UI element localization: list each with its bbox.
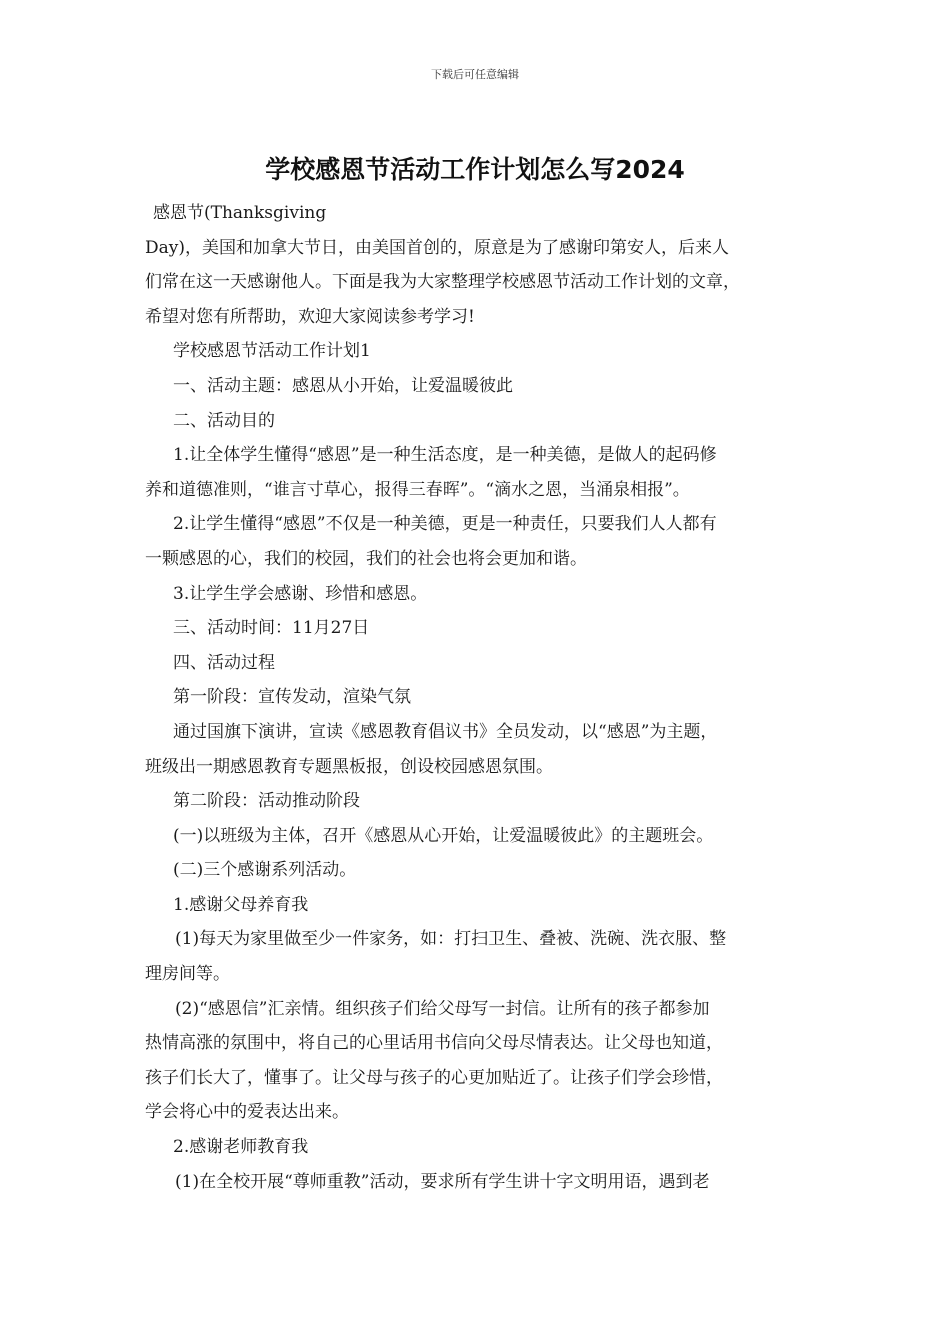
- document-body: [145, 196, 825, 1199]
- paragraph-line: 一颗感恩的心，我们的校园，我们的社会也将会更加和谐。: [145, 548, 587, 569]
- paragraph-line: 希望对您有所帮助，欢迎大家阅读参考学习!: [145, 306, 475, 327]
- paragraph-line: 热情高涨的氛围中，将自己的心里话用书信向父母尽情表达。让父母也知道，: [145, 1033, 723, 1054]
- paragraph-line: 学会将心中的爱表达出来。: [145, 1102, 349, 1123]
- paragraph-line: 2.感谢老师教育我: [173, 1137, 309, 1158]
- paragraph-line: 养和道德准则，“谁言寸草心，报得三春晖”。“滴水之恩，当涌泉相报”。: [145, 479, 690, 500]
- paragraph-line: (2)“感恩信”汇亲情。组织孩子们给父母写一封信。让所有的孩子都参加: [175, 998, 710, 1019]
- paragraph-line: 2.让学生懂得“感恩”不仅是一种美德，更是一种责任，只要我们人人都有: [173, 514, 717, 535]
- paragraph-line: 一、活动主题：感恩从小开始，让爱温暖彼此: [173, 375, 513, 396]
- paragraph-line: (1)每天为家里做至少一件家务，如：打扫卫生、叠被、洗碗、洗衣服、整: [175, 929, 727, 950]
- section-heading: 四、活动过程: [173, 652, 275, 673]
- paragraph-line: 们常在这一天感谢他人。下面是我为大家整理学校感恩节活动工作计划的文章，: [145, 272, 740, 293]
- paragraph-line: 三、活动时间：11月27日: [173, 618, 370, 639]
- paragraph-line: (二)三个感谢系列活动。: [173, 860, 357, 881]
- paragraph-line: 3.让学生学会感谢、珍惜和感恩。: [173, 583, 428, 604]
- paragraph-line: 班级出一期感恩教育专题黑板报，创设校园感恩氛围。: [145, 756, 553, 777]
- document-title: 学校感恩节活动工作计划怎么写2024: [265, 155, 685, 184]
- paragraph-line: 孩子们长大了，懂事了。让父母与孩子的心更加贴近了。让孩子们学会珍惜，: [145, 1067, 723, 1088]
- paragraph-line: 理房间等。: [145, 964, 230, 985]
- paragraph-line: Day)，美国和加拿大节日，由美国首创的，原意是为了感谢印第安人，后来人: [145, 237, 729, 258]
- paragraph-line: (一)以班级为主体，召开《感恩从心开始，让爱温暖彼此》的主题班会。: [173, 825, 714, 846]
- paragraph-line: 1.感谢父母养育我: [173, 894, 309, 915]
- paragraph-line: 第二阶段：活动推动阶段: [173, 791, 360, 812]
- paragraph-line: 通过国旗下演讲，宣读《感恩教育倡议书》全员发动，以“感恩”为主题，: [173, 721, 718, 742]
- section-heading: 学校感恩节活动工作计划1: [173, 341, 371, 362]
- paragraph-line: 1.让全体学生懂得“感恩”是一种生活态度，是一种美德，是做人的起码修: [173, 445, 717, 466]
- header-note: 下载后可任意编辑: [431, 68, 519, 81]
- paragraph-line: (1)在全校开展“尊师重教”活动，要求所有学生讲十字文明用语，遇到老: [175, 1171, 710, 1192]
- paragraph-line: 感恩节(Thanksgiving: [153, 203, 327, 223]
- paragraph-line: 第一阶段：宣传发动，渲染气氛: [173, 687, 411, 708]
- section-heading: 二、活动目的: [173, 410, 275, 431]
